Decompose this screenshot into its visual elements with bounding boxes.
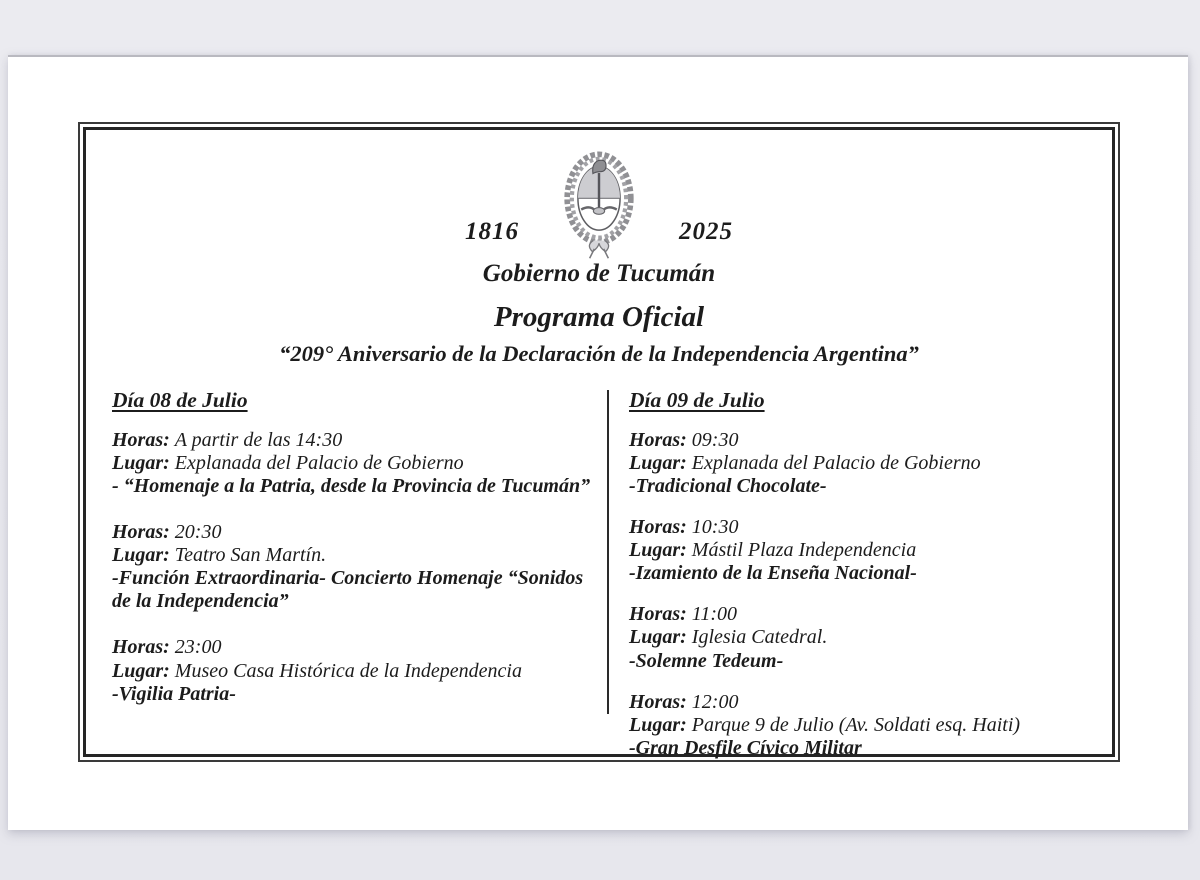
schedule-columns: [86, 388, 1112, 760]
document-header: [86, 144, 1112, 367]
time-value: A partir de las 14:30: [174, 428, 343, 451]
year-2025: 2025: [679, 218, 733, 245]
event-title: -Función Extraordinaria- Concierto Homenaje “Sonidos de la Independencia”: [112, 567, 584, 613]
event-block: [629, 603, 1108, 672]
page-subtitle: “209° Aniversario de la Declaración de la Independencia Argentina”: [279, 341, 919, 366]
decorative-double-frame: [78, 122, 1120, 762]
time-label: Horas:: [112, 521, 170, 544]
place-label: Lugar:: [112, 544, 170, 567]
event-block: [629, 516, 1108, 585]
time-value: 20:30: [174, 521, 222, 544]
place-value: Explanada del Palacio de Gobierno: [174, 451, 464, 474]
event-block: [629, 429, 1108, 498]
place-value: Mástil Plaza Independencia: [691, 539, 917, 562]
time-label: Horas:: [112, 428, 170, 451]
event-title: -Solemne Tedeum-: [629, 649, 784, 672]
time-label: Horas:: [629, 516, 687, 539]
place-value: Parque 9 de Julio (Av. Soldati esq. Haiti): [691, 713, 1021, 736]
coat-of-arms-tucuman-icon: [551, 144, 647, 262]
time-label: Horas:: [629, 603, 687, 626]
event-title: -Vigilia Patria-: [112, 682, 236, 705]
place-label: Lugar:: [112, 659, 170, 682]
event-block: [112, 521, 599, 613]
event-title: -Gran Desfile Cívico Militar: [629, 736, 862, 759]
time-value: 09:30: [691, 428, 739, 451]
event-title: -Tradicional Chocolate-: [629, 475, 827, 498]
place-value: Teatro San Martín.: [174, 544, 327, 567]
event-block: [112, 636, 599, 705]
place-value: Iglesia Catedral.: [691, 626, 828, 649]
schedule-day-08: [86, 388, 607, 760]
time-value: 23:00: [174, 636, 222, 659]
government-name: Gobierno de Tucumán: [482, 260, 716, 287]
event-block: [112, 429, 599, 498]
event-block: [629, 691, 1108, 760]
page-title: Programa Oficial: [493, 301, 705, 333]
place-label: Lugar:: [112, 451, 170, 474]
time-value: 12:00: [691, 690, 739, 713]
place-label: Lugar:: [629, 539, 687, 562]
place-value: Explanada del Palacio de Gobierno: [691, 451, 981, 474]
place-label: Lugar:: [629, 451, 687, 474]
time-label: Horas:: [112, 636, 170, 659]
place-label: Lugar:: [629, 626, 687, 649]
schedule-day-09: [609, 388, 1112, 760]
time-label: Horas:: [629, 428, 687, 451]
time-value: 11:00: [691, 603, 737, 626]
place-value: Museo Casa Histórica de la Independencia: [174, 659, 522, 682]
time-label: Horas:: [629, 690, 687, 713]
year-1816: 1816: [465, 218, 519, 245]
document-page: [8, 55, 1188, 830]
event-title: -Izamiento de la Enseña Nacional-: [629, 562, 917, 585]
day-heading: Día 08 de Julio: [112, 388, 248, 412]
place-label: Lugar:: [629, 713, 687, 736]
event-title: - “Homenaje a la Patria, desde la Provincia de Tucumán”: [112, 475, 591, 498]
time-value: 10:30: [691, 516, 739, 539]
day-heading: Día 09 de Julio: [629, 388, 765, 412]
